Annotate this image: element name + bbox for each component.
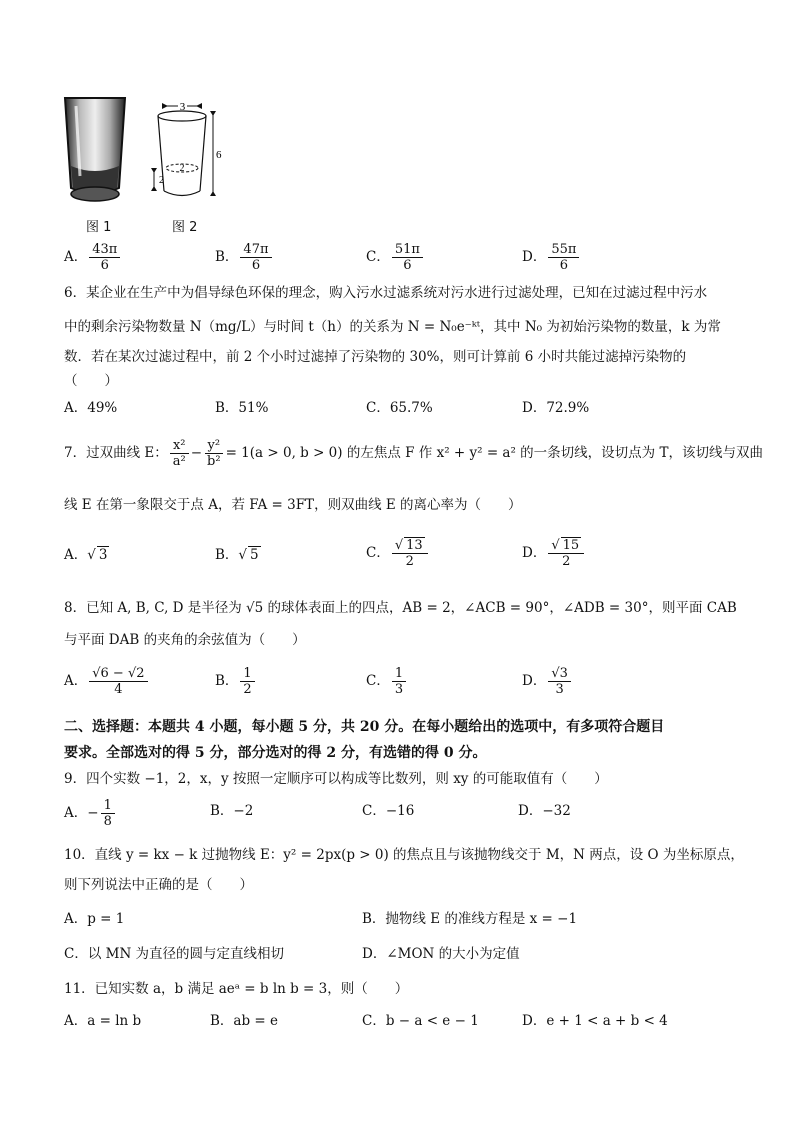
q6-line-2: 中的剩余污染物数量 N（mg/L）与时间 t（h）的关系为 N = N₀e⁻ᵏᵗ，其中 N₀ 为初始污染物的数量，k 为常 <box>64 319 721 335</box>
q9-option-d[interactable]: D．−32 <box>518 803 571 819</box>
q8-option-c[interactable]: C． $\frac{1}{3}$ <box>366 666 408 697</box>
q11-option-c[interactable]: C．b − a < e − 1 <box>362 1013 479 1029</box>
q6-option-a[interactable]: A．49% <box>64 400 118 416</box>
fig2-bottom-width: 2 <box>179 163 185 174</box>
q6-line-4: （ ） <box>64 373 118 389</box>
fig2-bottom-height: 2 <box>159 175 164 186</box>
q6-option-d[interactable]: D．72.9% <box>522 400 590 416</box>
q5-option-d[interactable]: D． $\frac{55\pi}{6}$ <box>522 242 581 273</box>
q9-option-a[interactable]: A．− $\frac{1}{8}$ <box>64 798 117 829</box>
q7-line-2: 线 E 在第一象限交于点 A，若 FA = 3FT，则双曲线 E 的离心率为（ ） <box>64 497 522 513</box>
q10-option-d[interactable]: D．∠MON 的大小为定值 <box>362 946 520 962</box>
q5-option-a[interactable]: A． $\frac{43\pi}{6}$ <box>64 242 122 273</box>
q6-option-c[interactable]: C．65.7% <box>366 400 433 416</box>
q9-option-b[interactable]: B．−2 <box>210 803 254 819</box>
q6-option-b[interactable]: B．51% <box>215 400 269 416</box>
q6-line-3: 数．若在某次过滤过程中，前 2 个小时过滤掉了污染物的 30%，则可计算前 6 小时共能过滤掉污染物的 <box>64 349 687 365</box>
q8-option-d[interactable]: D． $\frac{√3}{3}$ <box>522 666 573 697</box>
q8-line-2: 与平面 DAB 的夹角的余弦值为（ ） <box>64 632 306 648</box>
q5-option-c[interactable]: C． $\frac{51\pi}{6}$ <box>366 242 425 273</box>
cup-diagram <box>150 96 222 208</box>
q11-option-b[interactable]: B．ab = e <box>210 1013 278 1029</box>
q11-option-a[interactable]: A．a = ln b <box>64 1013 142 1029</box>
q8-option-b[interactable]: B． $\frac{1}{2}$ <box>215 666 257 697</box>
q10-line-2: 则下列说法中正确的是（ ） <box>64 877 253 893</box>
q8-option-a[interactable]: A． $\frac{√6 - √2}{4}$ <box>64 666 150 697</box>
q7-line-1: 7．过双曲线 E： $\frac{\text{x²}}{\text{a²}}$ − $\frac{\text{y²}}{\text{b²}}$ = 1(a > 0, b > 0) 的左焦点 F 作 x² + y² = a² 的一条切线，设切点为 T，该切线与双曲 <box>64 438 763 469</box>
q6-line-1: 6．某企业在生产中为倡导绿色环保的理念，购入污水过滤系统对污水进行过滤处理，已知在过滤过程中污水 <box>64 285 708 301</box>
section2-heading-line-1: 二、选择题：本题共 4 小题，每小题 5 分，共 20 分。在每小题给出的选项中，有多项符合题目 <box>64 719 665 735</box>
q11-line-1: 11．已知实数 a，b 满足 aeᵃ = b ln b = 3，则（ ） <box>64 981 409 997</box>
q7-option-d[interactable]: D． $\frac{√ 15}{2}$ <box>522 538 586 569</box>
q5-option-b[interactable]: B． $\frac{47\pi}{6}$ <box>215 242 274 273</box>
q9-line-1: 9．四个实数 −1，2，x，y 按照一定顺序可以构成等比数列，则 xy 的可能取值有（ ） <box>64 771 608 787</box>
fig2-top-width: 3 <box>179 101 186 113</box>
section2-heading-line-2: 要求。全部选对的得 5 分，部分选对的得 2 分，有选错的得 0 分。 <box>64 745 487 761</box>
q9-option-c[interactable]: C．−16 <box>362 803 415 819</box>
fig1-caption: 图 1 <box>86 220 112 235</box>
fig2-caption: 图 2 <box>172 220 198 235</box>
glass-photo <box>62 96 128 204</box>
q7-option-c[interactable]: C． $\frac{√ 13}{2}$ <box>366 538 430 569</box>
fig2-height: 6 <box>216 149 222 161</box>
q8-line-1: 8．已知 A, B, C, D 是半径为 √5 的球体表面上的四点，AB = 2，∠ACB = 90°，∠ADB = 30°，则平面 CAB <box>64 600 737 616</box>
q7-option-a[interactable]: A．√ 3 <box>64 547 108 563</box>
q10-option-c[interactable]: C．以 MN 为直径的圆与定直线相切 <box>64 946 285 962</box>
q11-option-d[interactable]: D．e + 1 < a + b < 4 <box>522 1013 668 1029</box>
q10-option-a[interactable]: A．p = 1 <box>64 911 125 927</box>
q7-option-b[interactable]: B．√ 5 <box>215 547 259 563</box>
q10-line-1: 10．直线 y = kx − k 过抛物线 E：y² = 2px(p > 0) 的焦点且与该抛物线交于 M，N 两点，设 O 为坐标原点， <box>64 847 744 863</box>
q10-option-b[interactable]: B．抛物线 E 的准线方程是 x = −1 <box>362 911 578 927</box>
